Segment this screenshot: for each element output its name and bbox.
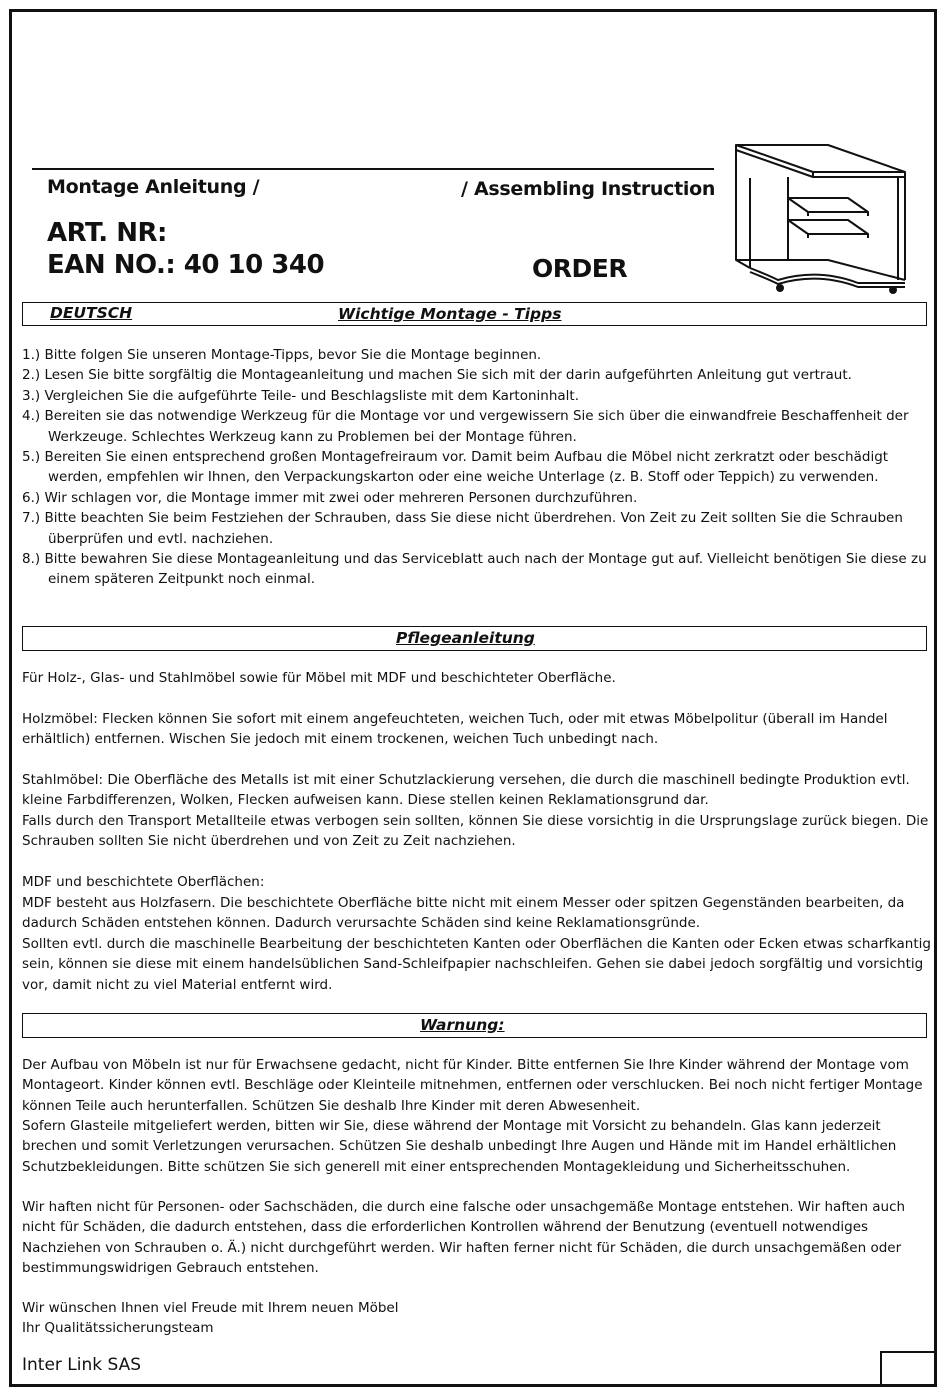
warning-header-bar	[22, 1013, 927, 1038]
warning-p2: Sofern Glasteile mitgeliefert werden, bitten wir Sie, diese während der Montage mit Vorsicht zu behandeln. Glas kann jederzeit brechen und somit Verletzungen verursachen. Schützen Sie deshalb unbedingt Ihre Augen und Hände mit im Handel erhältlichen Schutzbekleidungen. Bitte schützen Sie sich generell mit einer entsprechenden Montagekleidung und Sicherheitsschuhen.	[22, 1118, 897, 1175]
warning-p3: Wir haften nicht für Personen- oder Sachschäden, die durch eine falsche oder unsachgemäße Montage entstehen. Wir haften auch nicht für Schäden, die dadurch entstehen, dass die erforderlichen Kontrollen während der Benutzung (eventuell notwendiges Nachziehen von Schrauben o. Ä.) nicht durchgeführt werden. Wir haften ferner nicht für Schäden, die durch unsachgemäßen oder bestimmungswidrigen Gebrauch entstehen.	[22, 1199, 906, 1277]
care-steel-1: Stahlmöbel: Die Oberfläche des Metalls ist mit einer Schutzlackierung versehen, die durch die maschinell bedingte Produktion evtl. kleine Farbdifferenzen, Wolken, Flecken aufweisen kann. Diese stellen keinen Reklamationsgrund dar.	[22, 772, 910, 809]
closing-line-2: Ihr Qualitätssicherungsteam	[22, 1320, 214, 1336]
list-item: 2.) Lesen Sie bitte sorgfältig die Montageanleitung und machen Sie sich mit der darin aufgeführten Anleitung gut vertraut.	[22, 367, 852, 384]
closing-line-1: Wir wünschen Ihnen viel Freude mit Ihrem neuen Möbel	[22, 1300, 399, 1316]
article-number-label: ART. NR:	[47, 218, 167, 248]
tips-heading: Wichtige Montage - Tipps	[338, 305, 562, 323]
care-intro: Für Holz-, Glas- und Stahlmöbel sowie für Möbel mit MDF und beschichteter Oberfläche.	[22, 670, 616, 686]
list-item: 5.) Bereiten Sie einen entsprechend großen Montagefreiraum vor. Damit beim Aufbau die Möbel nicht zerkratzt oder beschädigt werden, empfehlen wir Ihnen, den Verpackungskarton oder eine weiche Unterlage (z. B. Stoff oder Teppich) zu verwenden.	[22, 449, 889, 486]
desk-illustration-icon	[728, 140, 908, 295]
care-steel-2: Falls durch den Transport Metallteile etwas verbogen sein sollten, können Sie diese vorsichtig in die Ursprungslage zurück biegen. Die Schrauben sollten Sie nicht überdrehen und von Zeit zu Zeit nachziehen.	[22, 813, 929, 850]
care-wood: Holzmöbel: Flecken können Sie sofort mit einem angefeuchteten, weichen Tuch, oder mit etwas Möbelpolitur (überall im Handel erhältlich) entfernen. Wischen Sie jedoch mit einem trockenen, weichen Tuch unbedingt nach.	[22, 711, 888, 748]
list-item: 1.) Bitte folgen Sie unseren Montage-Tipps, bevor Sie die Montage beginnen.	[22, 347, 542, 363]
care-mdf-title: MDF und beschichtete Oberflächen:	[22, 874, 265, 890]
order-label: ORDER	[532, 254, 628, 283]
warning-heading: Warnung:	[420, 1016, 505, 1034]
list-item: 8.) Bitte bewahren Sie diese Montageanleitung und das Serviceblatt auch nach der Montage gut auf. Vielleicht benötigen Sie diese zu einem späteren Zeitpunkt noch einmal.	[22, 551, 927, 588]
header-rule	[32, 168, 714, 170]
ean-number: EAN NO.: 40 10 340	[47, 250, 325, 280]
care-mdf-2: Sollten evtl. durch die maschinelle Bearbeitung der beschichteten Kanten oder Oberflächen die Kanten oder Ecken etwas scharfkantig sein, können sie diese mit einem handelsüblichen Sand-Schleifpapier nachschleifen. Gehen sie dabei jedoch sorgfältig und vorsichtig vor, damit nicht zu viel Material entfernt wird.	[22, 936, 931, 993]
tips-header-bar	[22, 302, 927, 326]
list-item: 7.) Bitte beachten Sie beim Festziehen der Schrauben, dass Sie diese nicht überdrehen. Von Zeit zu Zeit sollten Sie die Schrauben überprüfen und evtl. nachziehen.	[22, 510, 903, 547]
language-label: DEUTSCH	[50, 304, 133, 322]
list-item: 3.) Vergleichen Sie die aufgeführte Teile- und Beschlagsliste mit dem Kartoninhalt.	[22, 387, 580, 404]
tips-list	[22, 345, 930, 590]
title-english: / Assembling Instruction	[461, 178, 716, 200]
company-name: Inter Link SAS	[22, 1355, 142, 1375]
list-item: 4.) Bereiten sie das notwendige Werkzeug für die Montage vor und vergewissern Sie sich über die einwandfreie Beschaffenheit der Werkzeuge. Schlechtes Werkzeug kann zu Problemen bei der Montage führen.	[22, 408, 909, 445]
care-heading: Pflegeanleitung	[396, 629, 535, 647]
care-header-bar	[22, 626, 927, 651]
title-german: Montage Anleitung /	[47, 176, 260, 198]
page-corner-box	[880, 1351, 937, 1387]
care-mdf-1: MDF besteht aus Holzfasern. Die beschichtete Oberfläche bitte nicht mit einem Messer oder spitzen Gegenständen bearbeiten, da dadurch Schäden entstehen können. Dadurch verursachte Schäden sind keine Reklamationsgründe.	[22, 895, 905, 932]
warning-p1: Der Aufbau von Möbeln ist nur für Erwachsene gedacht, nicht für Kinder. Bitte entfernen Sie Ihre Kinder während der Montage vom Montageort. Kinder können evtl. Beschläge oder Kleinteile mitnehmen, entfernen oder verschlucken. Bei noch nicht fertiger Montage können Teile auch herunterfallen. Schützen Sie deshalb Ihre Kinder mit deren Abwesenheit.	[22, 1057, 923, 1114]
list-item: 6.) Wir schlagen vor, die Montage immer mit zwei oder mehreren Personen durchzuführen.	[22, 489, 638, 506]
